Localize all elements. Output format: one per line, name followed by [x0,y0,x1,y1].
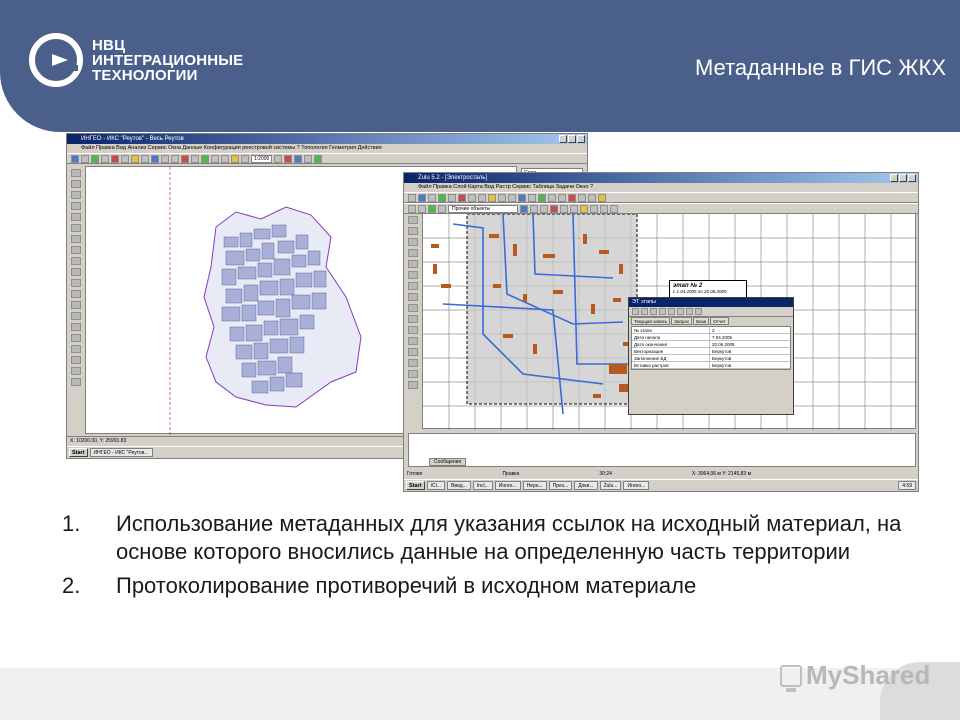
logo-line-1: НВЦ [92,37,126,54]
taskbar-item: През... [549,481,573,490]
table-row: Вставка растров Беркутов [632,362,790,369]
point-number: 2. [62,573,81,598]
zulu-tool-column [406,213,420,429]
start-button: Start [406,481,425,490]
slide-title: Метаданные в ГИС ЖКХ [694,55,946,80]
messages-tab: Сообщения [429,458,466,466]
table-row: Дата окончания 20.06.2005 [632,341,790,348]
tab-current-record: Текущая запись [631,317,670,325]
taskbar-item: ICI... [427,481,446,490]
table-row: Заполнение БД Беркутов [632,355,790,362]
taskbar-item: Zulu... [600,481,622,490]
zulu-menubar: Файл Правка Слой Карта Вид Растр Сервис Таблица Задачи Окно ? [418,184,593,190]
point-text: Использование метаданных для указания ссылок на исходный материал, на основе которого вносились данные на определенную часть территории [116,511,902,564]
zulu-window-screenshot [403,172,919,492]
taskbar-item: Введ... [447,481,471,490]
point-text: Протоколирование противоречий в исходном материале [116,573,697,598]
ingeo-titlebar [67,134,587,144]
ingeo-title-text: ИНГЕО - ИКС "Реутов" - Весь Реутов [81,136,184,142]
ingeo-status-bar: X: 10200.00, Y: 25991.83 [67,436,588,444]
status-mid: Правка [502,471,520,477]
dialog-toolbar [629,307,793,317]
table-row: Дата начала 7.04.2005 [632,334,790,341]
callout-title: этап № 2 [673,283,703,289]
point-number: 1. [62,511,81,536]
taskbar-clock: 4:59 [898,481,916,490]
ingeo-tool-column [69,166,83,434]
layer-select: Прочие объекты [448,205,518,213]
company-name [92,38,243,83]
window-controls [890,174,916,182]
dialog-title: ЭТ этапы [629,298,793,307]
taskbar-item: Нерн... [523,481,547,490]
zulu-status-bar [404,469,918,479]
status-left: Готово [407,471,423,477]
watermark-text: MyShared [806,660,931,690]
table-row: Векторизация Беркутов [632,348,790,355]
logo-line-2: ИНТЕГРАЦИОННЫЕ [92,52,244,69]
zulu-title-text: Zulu 5.2 - [Электросталь] [418,175,488,181]
zulu-messages-panel [408,433,916,467]
zulu-toolbar-1 [404,192,918,203]
metadata-dialog [628,297,794,415]
dialog-tabs [629,317,793,325]
taskbar-item: Ингео... [495,481,521,490]
watermark [780,660,930,691]
callout-dates: с 1.04.2005 по 20.06.2005 [673,289,727,294]
status-coords: X: 3064,06 м Y: 2145,83 м [691,471,751,477]
tab-query: Запрос [671,317,692,325]
table-row: № этапа 2 [632,327,790,334]
zulu-taskbar [404,479,918,491]
window-controls [559,135,585,143]
tab-report: Отчет [710,317,728,325]
taskbar-item: ИНГЕО - ИКС "Реутов... [90,448,153,457]
logo-line-3: ТЕХНОЛОГИИ [92,67,198,84]
ingeo-toolbar [67,153,587,164]
ingeo-menubar: Файл Правка Вид Анализ Сервис Окна Данные Конфигурация реестровой системы ? Топология Геометрия Действия [81,145,382,151]
company-logo-icon [28,32,88,88]
taskbar-item: Ингео... [623,481,649,490]
list-item [62,510,922,566]
scale-field: 1:2000 [251,155,272,163]
list-item [62,572,922,600]
status-time: 30:24 [599,471,612,477]
header-banner [0,0,960,132]
tab-base: База [693,317,709,325]
taskbar-item: Доки... [574,481,597,490]
taskbar-item: Incl... [473,481,493,490]
points-list [62,510,922,606]
monitor-icon [780,665,802,687]
zulu-titlebar [404,173,918,183]
start-button: Start [69,448,88,457]
metadata-grid [631,326,791,370]
